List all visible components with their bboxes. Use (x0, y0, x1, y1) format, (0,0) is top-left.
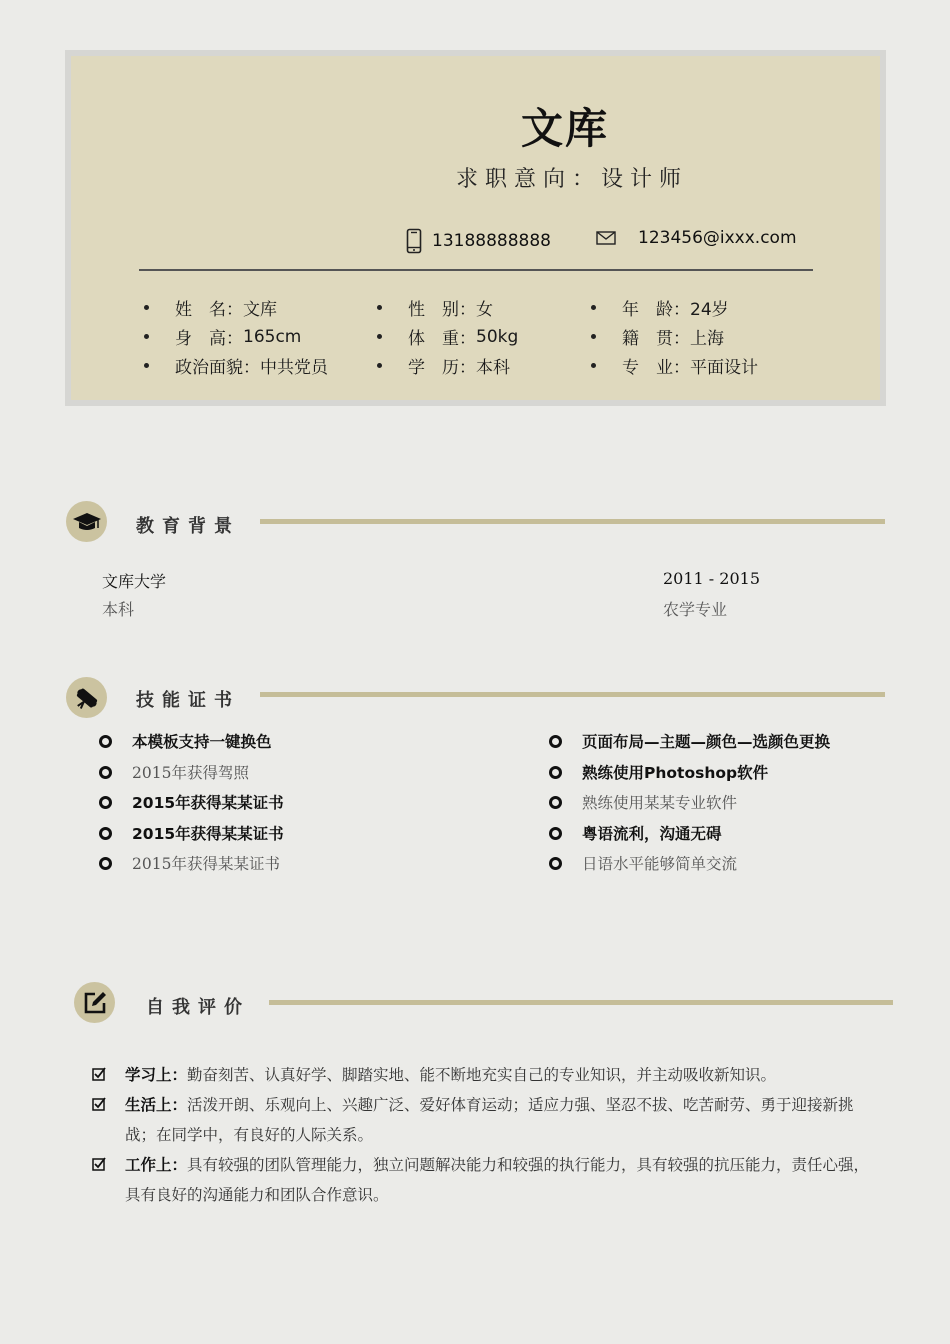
diploma-icon (73, 684, 101, 712)
self-eval-item: 生活上：活泼开朗、乐观向上、兴趣广泛、爱好体育运动；适应力强、坚忍不拔、吃苦耐劳、勇于迎接新挑战；在同学中，有良好的人际关系。 (92, 1090, 882, 1150)
self-eval-rule (269, 1000, 893, 1005)
skills-section-icon (66, 677, 107, 718)
self-eval-title: 自我评价 (146, 997, 250, 1018)
checkbox-icon (92, 1097, 106, 1111)
info-politics: 政治面貌 ： 中共党员 (144, 353, 328, 378)
skill-item: 日语水平能够简单交流 (549, 852, 737, 874)
skill-item: 本模板支持一键换色 (99, 730, 272, 752)
study-period: 2011 - 2015 (663, 569, 761, 588)
education-rule (260, 519, 885, 524)
self-eval-section-icon (74, 982, 115, 1023)
phone-number: 13188888888 (432, 231, 551, 251)
job-intent: 求职意向：设计师 (456, 167, 689, 192)
info-gender: 性 别 ： 女 (377, 295, 493, 320)
skill-item: 2015年获得某某证书 (99, 822, 284, 844)
info-hometown: 籍 贯 ： 上海 (591, 324, 724, 349)
skill-item: 熟练使用Photoshop软件 (549, 761, 768, 783)
education-section-icon (66, 501, 107, 542)
skill-item: 熟练使用某某专业软件 (549, 791, 737, 813)
phone-contact (406, 228, 551, 254)
info-major: 专 业 ： 平面设计 (591, 353, 758, 378)
mail-icon (596, 231, 616, 245)
edit-icon (83, 991, 107, 1015)
degree: 本科 (102, 600, 135, 619)
phone-icon (406, 228, 422, 254)
self-eval-item: 工作上：具有较强的团队管理能力，独立问题解决能力和较强的执行能力，具有较强的抗压能力，责任心强，具有良好的沟通能力和团队合作意识。 (92, 1150, 882, 1210)
skills-rule (260, 692, 885, 697)
skill-item: 2015年获得某某证书 (99, 791, 284, 813)
info-height: 身 高 ： 165cm (144, 324, 301, 349)
email-address: 123456@ixxx.com (638, 228, 797, 248)
school-name: 文库大学 (102, 572, 167, 591)
checkbox-icon (92, 1157, 106, 1171)
info-age: 年 龄 ： 24岁 (591, 295, 729, 320)
graduation-cap-icon (72, 511, 102, 533)
skill-item: 2015年获得某某证书 (99, 852, 280, 874)
info-name: 姓 名 ： 文库 (144, 295, 277, 320)
info-weight: 体 重 ： 50kg (377, 324, 518, 349)
skill-item: 粤语流利，沟通无碍 (549, 822, 722, 844)
skills-title: 技能证书 (136, 690, 240, 711)
skill-item: 2015年获得驾照 (99, 761, 249, 783)
resume-name: 文库 (520, 104, 609, 153)
header-divider (139, 269, 813, 271)
major: 农学专业 (663, 600, 728, 619)
info-education: 学 历 ： 本科 (377, 353, 510, 378)
skill-item: 页面布局—主题—颜色—选颜色更换 (549, 730, 830, 752)
self-eval-item: 学习上：勤奋刻苦、认真好学、脚踏实地、能不断地充实自己的专业知识，并主动吸收新知识。 (92, 1060, 882, 1090)
education-title: 教育背景 (136, 516, 240, 537)
checkbox-icon (92, 1067, 106, 1081)
email-contact (596, 228, 797, 248)
